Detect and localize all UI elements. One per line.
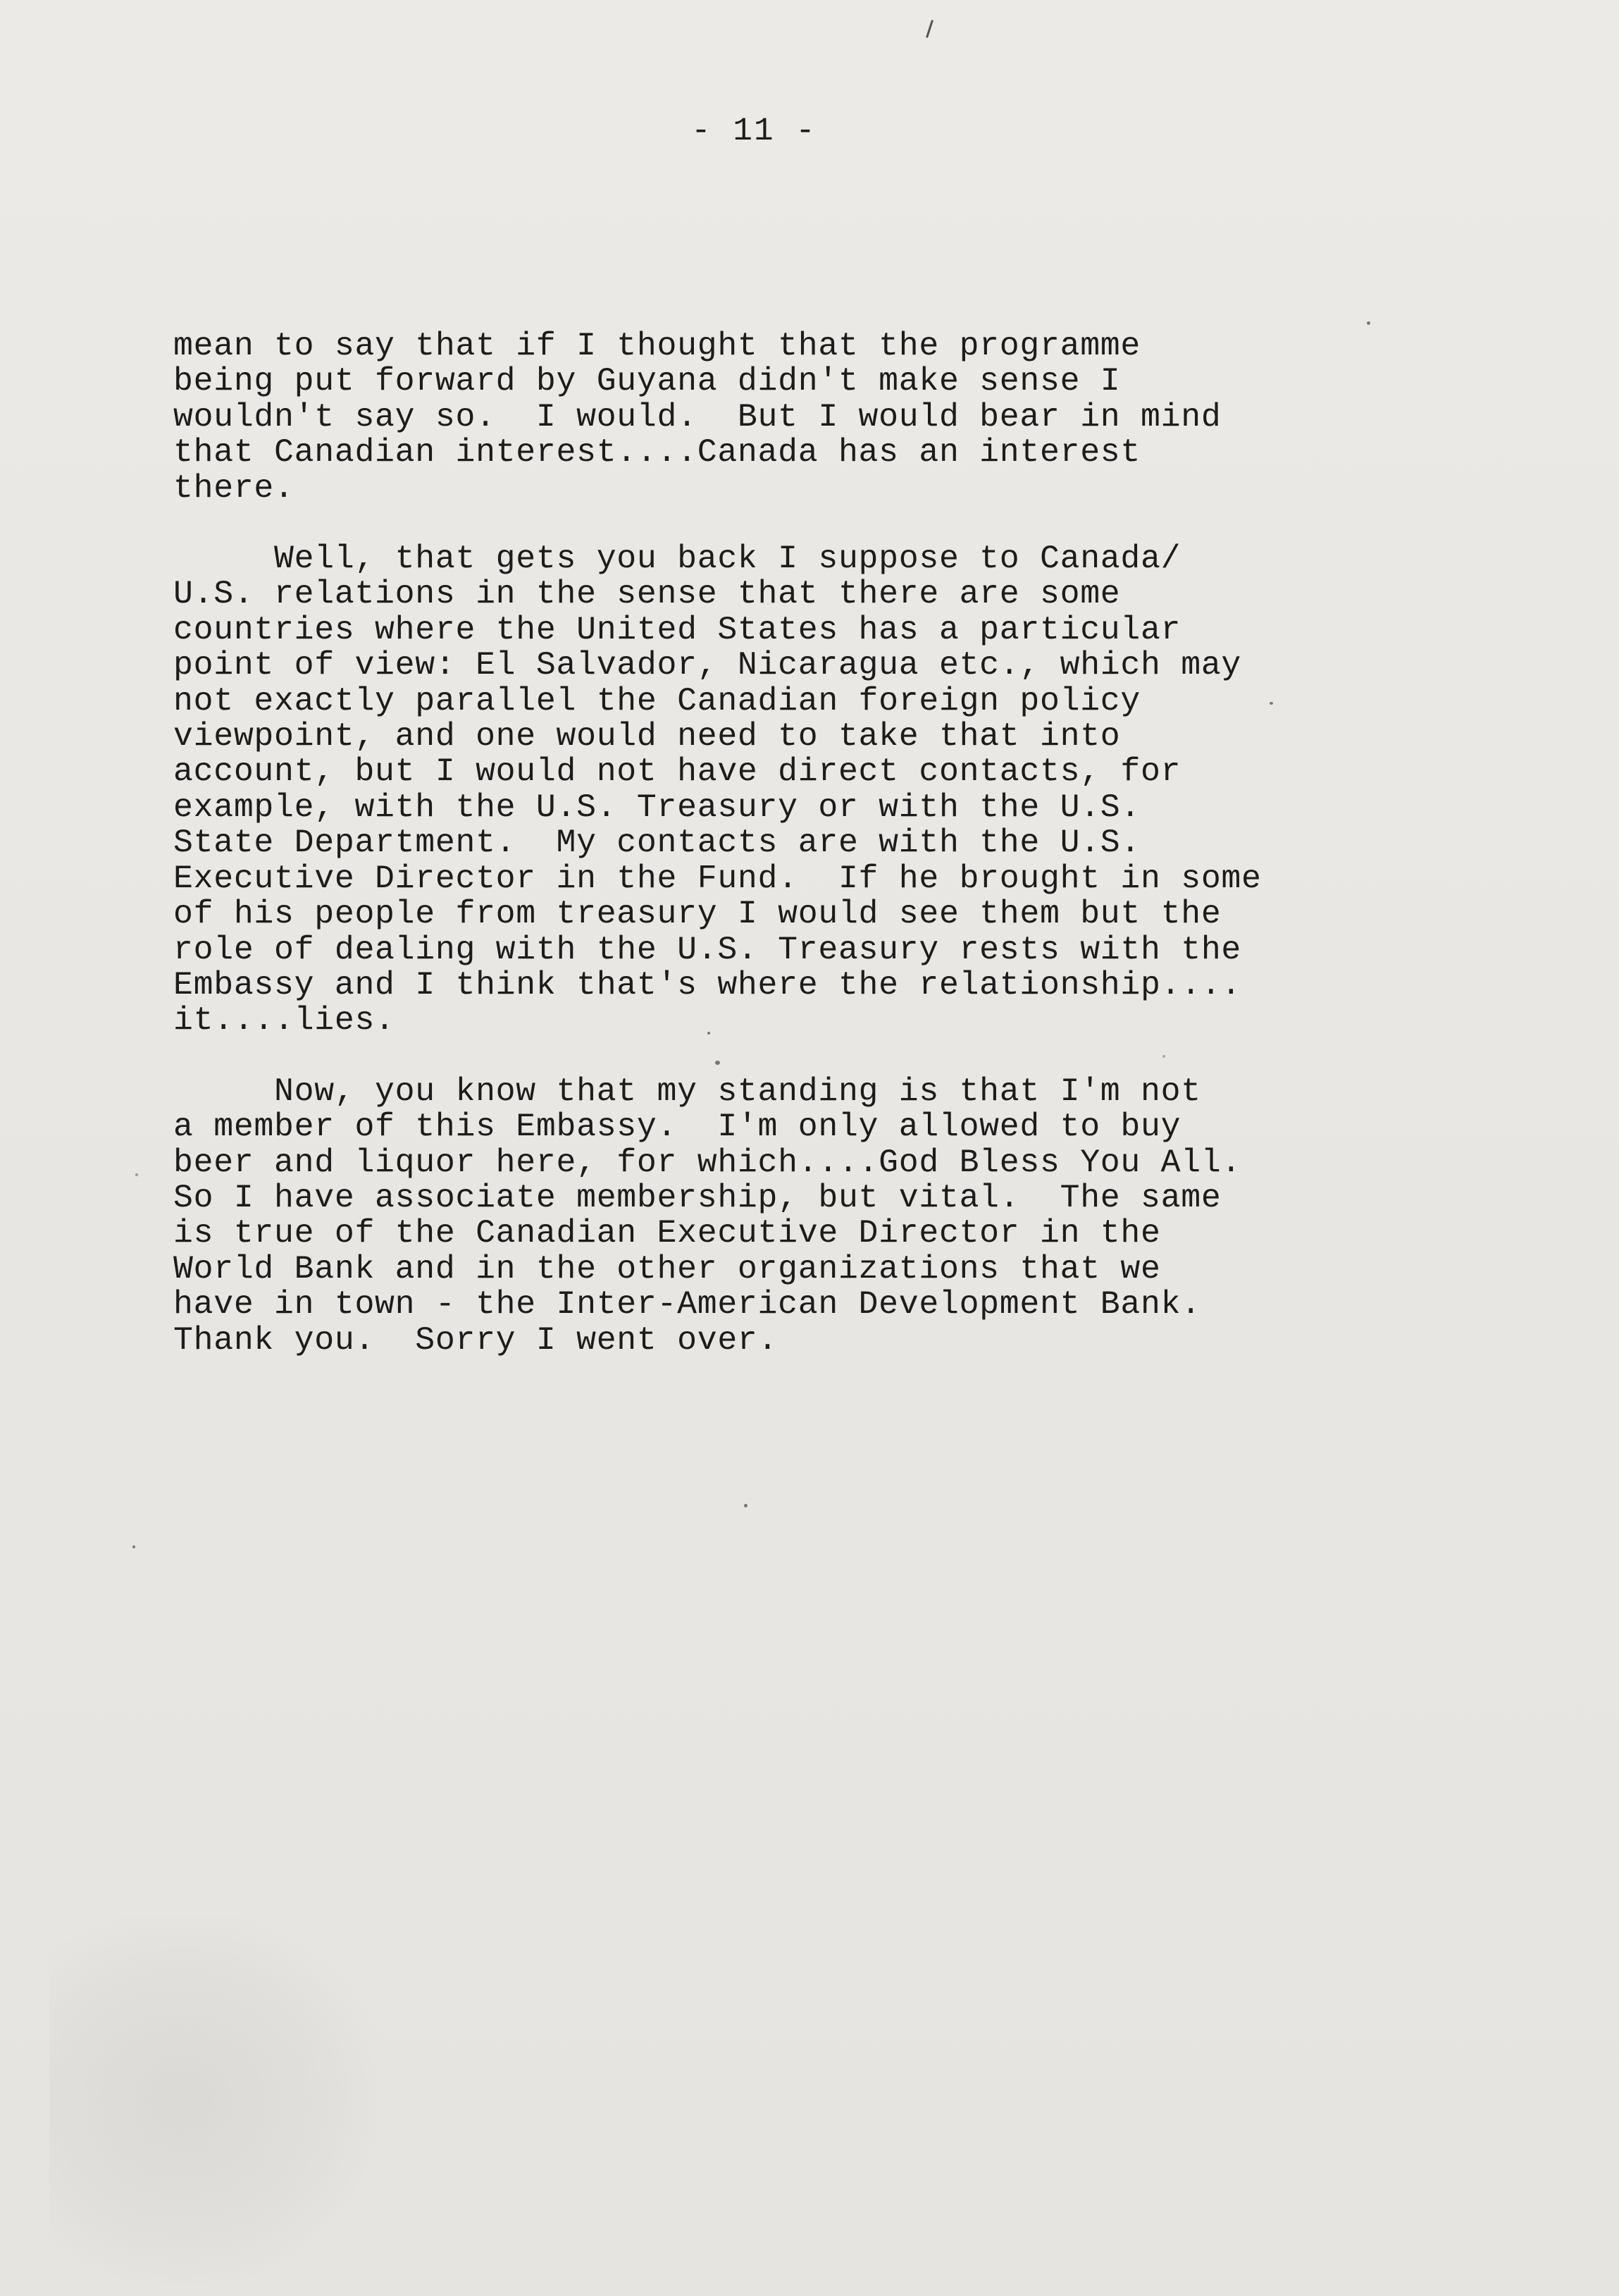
paper-speck: [1270, 702, 1273, 705]
paper-speck: [135, 1173, 138, 1176]
text-line: role of dealing with the U.S. Treasury rests with the: [173, 930, 1242, 968]
paper-speck: [715, 1061, 720, 1065]
text-line: that Canadian interest....Canada has an interest: [173, 433, 1141, 471]
paper-speck: [1367, 321, 1370, 325]
text-line: point of view: El Salvador, Nicaragua etc., which may: [173, 646, 1242, 684]
text-line: State Department. My contacts are with the U.S.: [173, 824, 1141, 862]
text-line: it....lies.: [173, 1001, 395, 1039]
text-line: being put forward by Guyana didn't make sense I: [173, 362, 1121, 400]
text-line: Embassy and I think that's where the relationship....: [173, 965, 1242, 1004]
text-line: beer and liquor here, for which....God Bless You All.: [173, 1143, 1242, 1181]
paper-speck: [744, 1504, 748, 1507]
paper-speck: [1162, 1055, 1165, 1058]
stray-pen-mark: [926, 20, 933, 38]
paragraph: [173, 328, 1547, 506]
text-line: viewpoint, and one would need to take that into: [173, 717, 1121, 755]
text-line: account, but I would not have direct contacts, for: [173, 753, 1181, 791]
text-line: of his people from treasury I would see them but the: [173, 895, 1222, 933]
text-line: wouldn't say so. I would. But I would bear in mind: [173, 397, 1222, 436]
paper-smudge: [49, 1917, 380, 2283]
text-line: have in town - the Inter-American Development Bank.: [173, 1285, 1201, 1323]
text-line: there.: [173, 469, 294, 507]
page-number: - 11 -: [691, 113, 817, 149]
text-line: World Bank and in the other organizations that we: [173, 1249, 1161, 1288]
paper-speck: [707, 1032, 710, 1035]
paper-speck: [132, 1545, 135, 1548]
text-line: a member of this Embassy. I'm only allowed to buy: [173, 1108, 1181, 1146]
text-line: So I have associate membership, but vital. The same: [173, 1178, 1222, 1216]
paragraph: [173, 1074, 1547, 1358]
text-line: Well, that gets you back I suppose to Canada/: [173, 540, 1181, 578]
text-line: U.S. relations in the sense that there are some: [173, 575, 1121, 613]
text-line: Executive Director in the Fund. If he brought in some: [173, 859, 1262, 897]
paragraph: [173, 541, 1547, 1039]
text-line: is true of the Canadian Executive Director in the: [173, 1214, 1161, 1252]
text-line: Now, you know that my standing is that I'm not: [173, 1072, 1201, 1110]
text-line: not exactly parallel the Canadian foreign policy: [173, 681, 1141, 720]
text-line: mean to say that if I thought that the programme: [173, 327, 1141, 364]
text-line: countries where the United States has a particular: [173, 610, 1181, 648]
text-line: example, with the U.S. Treasury or with the U.S.: [173, 788, 1141, 826]
text-line: Thank you. Sorry I went over.: [173, 1321, 779, 1359]
body-text: [173, 328, 1547, 1393]
